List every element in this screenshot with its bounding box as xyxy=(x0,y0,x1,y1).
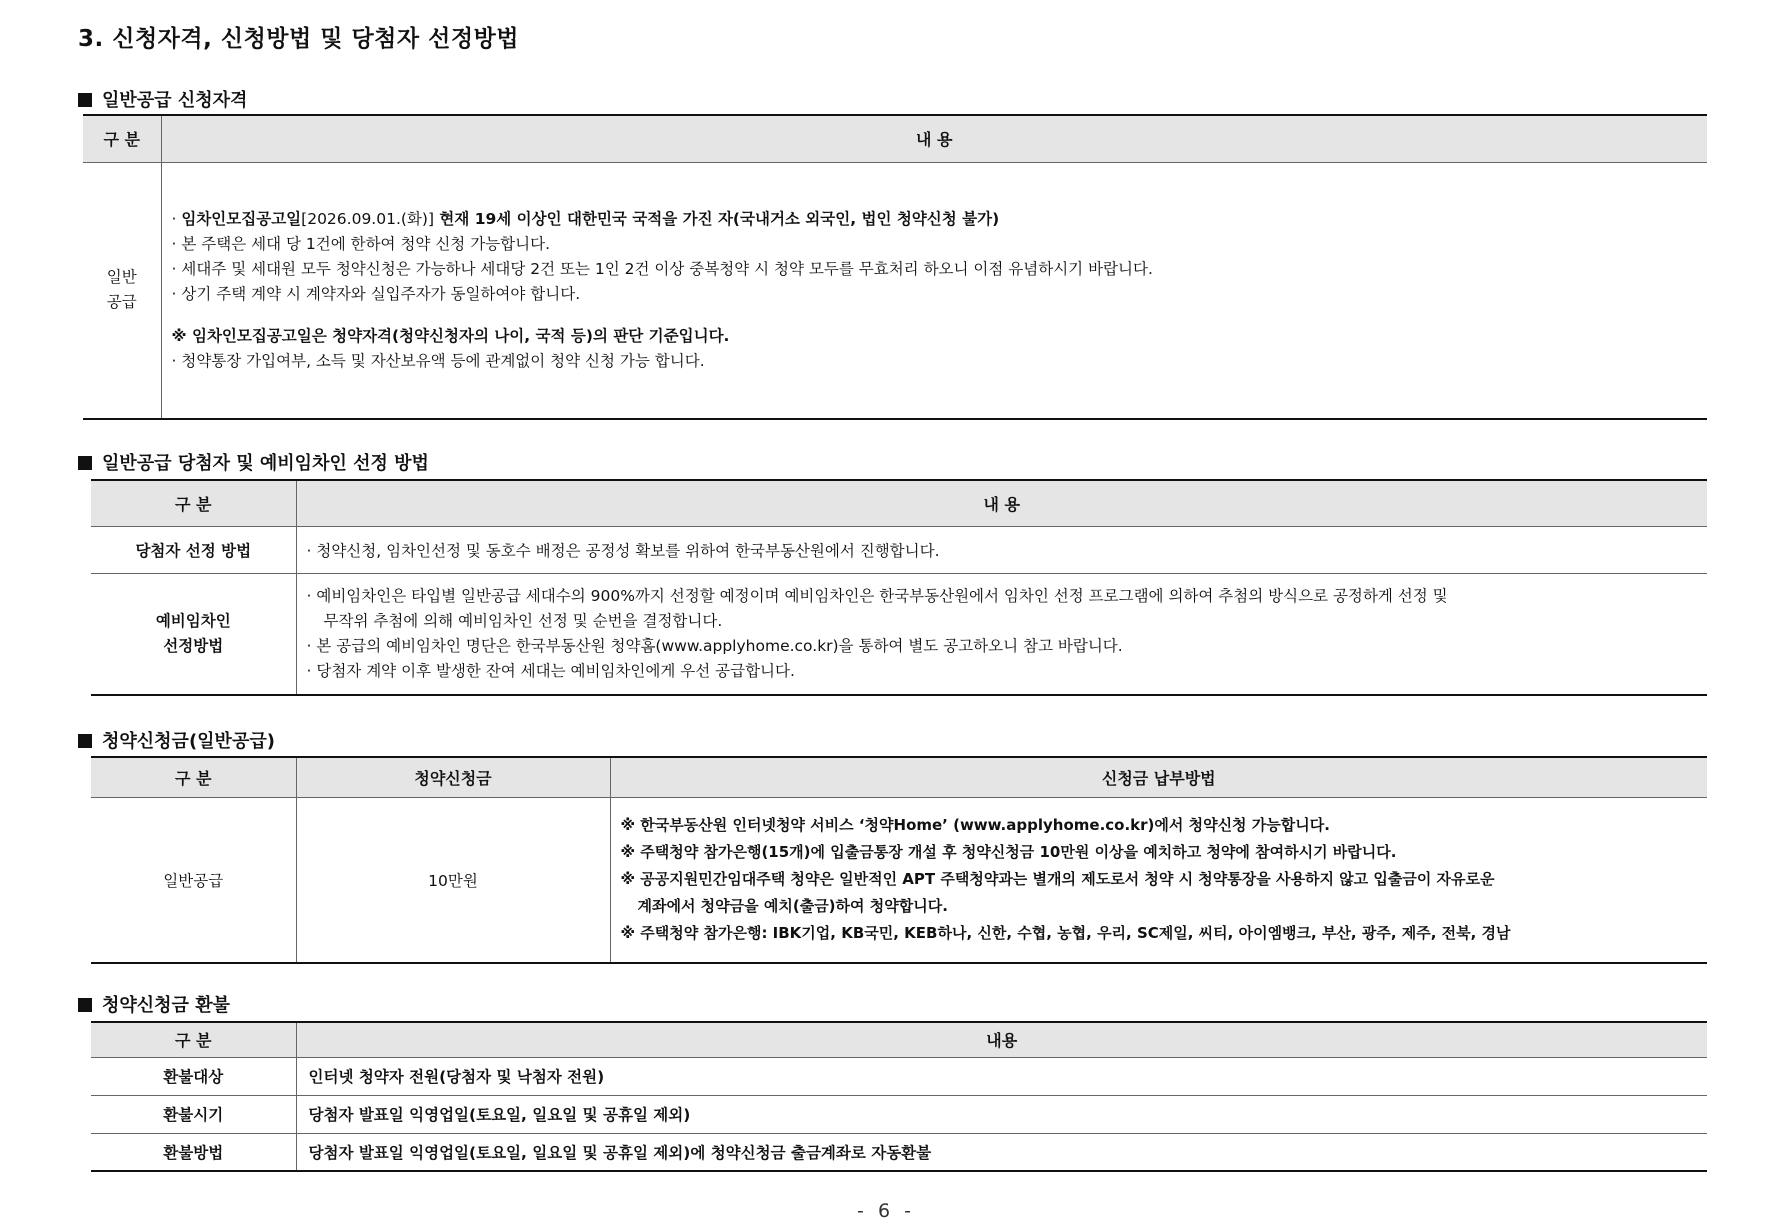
row-label: 일반공급 xyxy=(91,797,296,963)
table-row xyxy=(91,1057,1707,1095)
bold-text: 임차인모집공고일 xyxy=(181,209,302,228)
page-title: 3. 신청자격, 신청방법 및 당첨자 선정방법 xyxy=(78,26,520,52)
header-content: 내 용 xyxy=(296,480,1707,526)
section4-heading xyxy=(78,991,230,1017)
square-bullet-icon xyxy=(78,93,92,107)
content-line: ※ 주택청약 참가은행(15개)에 입출금통장 개설 후 청약신청금 10만원 이상을 예치하고 청약에 참여하시기 바랍니다. xyxy=(620,843,1397,862)
row-label: 환불대상 xyxy=(91,1057,296,1095)
table-row xyxy=(91,797,1707,963)
table-row xyxy=(83,162,1707,419)
row-label xyxy=(91,573,296,695)
square-bullet-icon xyxy=(78,998,92,1012)
table-header-row xyxy=(83,115,1707,162)
section3-heading-text: 청약신청금(일반공급) xyxy=(102,731,275,752)
content-line: · 본 주택은 세대 당 1건에 한하여 청약 신청 가능합니다. xyxy=(171,234,550,253)
row-label-line: 공급 xyxy=(106,293,137,312)
content-line: · 본 공급의 예비임차인 명단은 한국부동산원 청약홈(www.applyhome.co.kr)을 통하여 별도 공고하오니 참고 바랍니다. xyxy=(306,636,1123,655)
row-content: 당첨자 발표일 익영업일(토요일, 일요일 및 공휴일 제외)에 청약신청금 출금계좌로 자동환불 xyxy=(296,1133,1707,1171)
content-line: · 세대주 및 세대원 모두 청약신청은 가능하나 세대당 2건 또는 1인 2건 이상 중복청약 시 청약 모두를 무효처리 하오니 이점 유념하시기 바랍니다. xyxy=(171,259,1153,278)
eligibility-table xyxy=(83,114,1707,420)
header-content: 내 용 xyxy=(161,115,1707,162)
header-method: 신청금 납부방법 xyxy=(610,757,1707,797)
content-line: ※ 주택청약 참가은행: IBK기업, KB국민, KEB하나, 신한, 수협, 농협, 우리, SC제일, 씨티, 아이엠뱅크, 부산, 광주, 제주, 전북, 경남 xyxy=(620,924,1511,943)
table-row xyxy=(91,526,1707,573)
section3-heading xyxy=(78,727,275,753)
row-label: 당첨자 선정 방법 xyxy=(91,526,296,573)
section4-heading-text: 청약신청금 환불 xyxy=(102,995,230,1016)
spacer xyxy=(172,307,1708,324)
row-label: 환불시기 xyxy=(91,1095,296,1133)
content-line: ※ 공공지원민간임대주택 청약은 일반적인 APT 주택청약과는 별개의 제도로서 청약 시 청약통장을 사용하지 않고 입출금이 자유로운 xyxy=(620,870,1495,889)
content-line xyxy=(172,207,1708,232)
content-line: · 당첨자 계약 이후 발생한 잔여 세대는 예비임차인에게 우선 공급합니다. xyxy=(306,661,795,680)
row-label-line: 일반 xyxy=(106,268,137,287)
square-bullet-icon xyxy=(78,734,92,748)
header-gubun: 구 분 xyxy=(91,480,296,526)
header-gubun: 구 분 xyxy=(83,115,161,162)
table-header-row xyxy=(91,757,1707,797)
table-row xyxy=(91,1133,1707,1171)
row-label: 환불방법 xyxy=(91,1133,296,1171)
row-label-line: 선정방법 xyxy=(163,636,224,655)
table-header-row xyxy=(91,1022,1707,1057)
content-line: · 상기 주택 계약 시 계약자와 실입주자가 동일하여야 합니다. xyxy=(171,284,581,303)
content-line: · 청약통장 가입여부, 소득 및 자산보유액 등에 관계없이 청약 신청 가능 합니다. xyxy=(171,351,705,370)
deposit-table xyxy=(91,756,1707,964)
bullet-text: · xyxy=(171,209,182,228)
section1-heading-text: 일반공급 신청자격 xyxy=(102,90,248,111)
header-amount: 청약신청금 xyxy=(296,757,610,797)
header-gubun: 구 분 xyxy=(91,1022,296,1057)
row-label-line: 예비임차인 xyxy=(155,611,231,630)
refund-table xyxy=(91,1021,1707,1172)
row-label xyxy=(83,162,161,419)
header-content: 내용 xyxy=(296,1022,1707,1057)
content-line: · 예비임차인은 타입별 일반공급 세대수의 900%까지 선정할 예정이며 예비임차인은 한국부동산원에서 임차인 선정 프로그램에 의하여 추첨의 방식으로 공정하게 선정 및 xyxy=(306,586,1448,605)
page-number: - 6 - xyxy=(857,1200,915,1222)
section2-heading xyxy=(78,449,429,475)
header-gubun: 구 분 xyxy=(91,757,296,797)
table-row xyxy=(91,1095,1707,1133)
table-row xyxy=(91,573,1707,695)
square-bullet-icon xyxy=(78,456,92,470)
date-text: [2026.09.01.(화)] xyxy=(301,209,434,228)
content-line: 계좌에서 청약금을 예치(출금)하여 청약합니다. xyxy=(637,897,948,916)
section1-heading xyxy=(78,86,247,112)
section2-heading-text: 일반공급 당첨자 및 예비임차인 선정 방법 xyxy=(102,453,429,474)
row-content xyxy=(161,162,1707,419)
table-header-row xyxy=(91,480,1707,526)
row-content xyxy=(296,573,1707,695)
content-line: ※ 한국부동산원 인터넷청약 서비스 ‘청약Home’ (www.applyhome.co.kr)에서 청약신청 가능합니다. xyxy=(620,816,1330,835)
row-content xyxy=(610,797,1707,963)
selection-table xyxy=(91,479,1707,696)
row-content: 당첨자 발표일 익영업일(토요일, 일요일 및 공휴일 제외) xyxy=(296,1095,1707,1133)
note-line: ※ 임차인모집공고일은 청약자격(청약신청자의 나이, 국적 등)의 판단 기준입니다. xyxy=(171,326,730,345)
deposit-amount: 10만원 xyxy=(296,797,610,963)
bold-text: 현재 19세 이상인 대한민국 국적을 가진 자(국내거소 외국인, 법인 청약신청 불가) xyxy=(434,209,1000,228)
row-content: 인터넷 청약자 전원(당첨자 및 낙첨자 전원) xyxy=(296,1057,1707,1095)
content-line: 무작위 추첨에 의해 예비임차인 선정 및 순번을 결정합니다. xyxy=(323,611,723,630)
row-content: · 청약신청, 임차인선정 및 동호수 배정은 공정성 확보를 위하여 한국부동산원에서 진행합니다. xyxy=(296,526,1707,573)
